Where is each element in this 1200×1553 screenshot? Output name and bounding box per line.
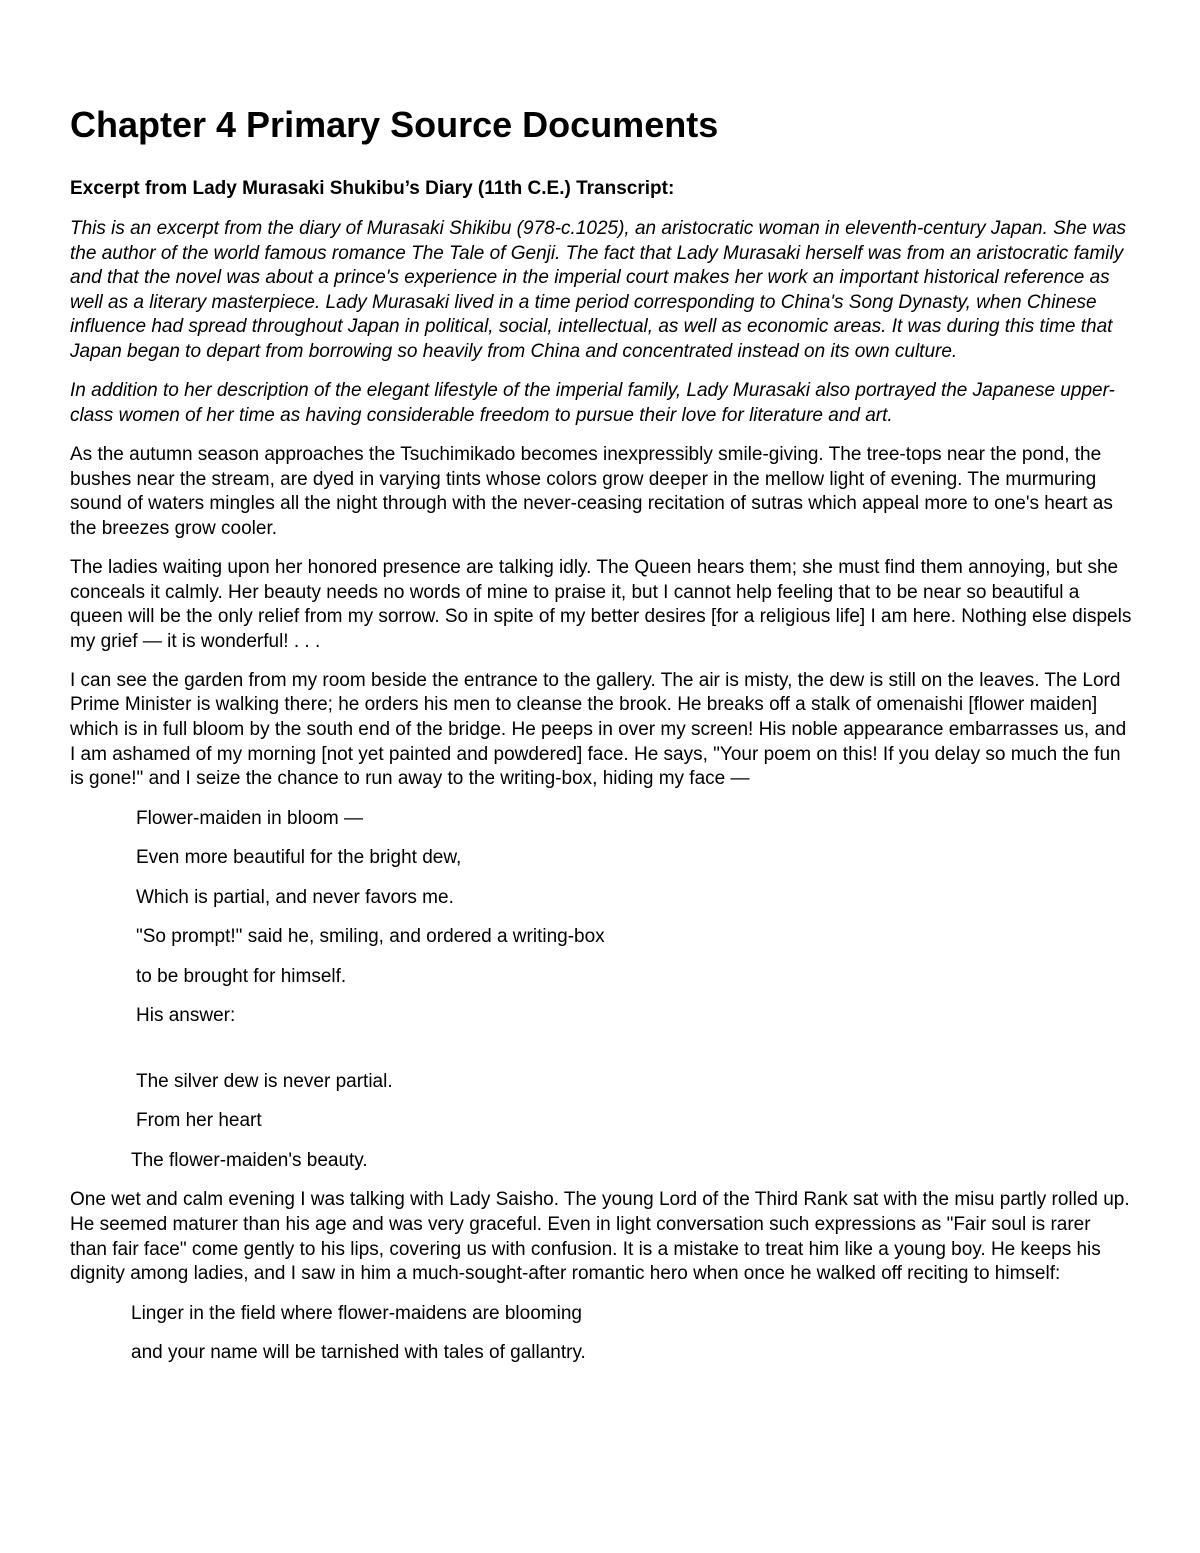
body-paragraph: One wet and calm evening I was talking with Lady Saisho. The young Lord of the Third Rank sat with the misu partly rolled up. He seemed maturer than his age and was very graceful. Even in light conversation such expressions as "Fair soul is rarer than fair face" come gently to his lips, covering us with confusion. It is a mistake to treat him like a young boy. He keeps his dignity among ladies, and I saw in him a much-sought-after romantic hero when once he walked off reciting to himself:: [70, 1189, 1130, 1285]
poem-block: [70, 807, 1132, 1189]
body-paragraph: As the autumn season approaches the Tsuchimikado becomes inexpressibly smile-giving. The tree-tops near the pond, the bushes near the stream, are dyed in varying tints whose colors grow deeper in the mellow light of evening. The murmuring sound of waters mingles all the night through with the never-ceasing recitation of sutras which appeal more to one's heart as the breezes grow cooler.: [70, 443, 1113, 539]
verse-line: Which is partial, and never favors me.: [136, 886, 454, 908]
verse-line: His answer:: [136, 1005, 236, 1027]
poem-block: [70, 1302, 1132, 1381]
verse-line: Even more beautiful for the bright dew,: [136, 847, 462, 869]
verse-line: to be brought for himself.: [136, 965, 347, 987]
verse-line: The silver dew is never partial.: [136, 1070, 393, 1092]
verse-line: Flower-maiden in bloom —: [136, 807, 364, 829]
intro-paragraph: This is an excerpt from the diary of Murasaki Shikibu (978-c.1025), an aristocratic woman in eleventh-century Japan. She was the author of the world famous romance The Tale of Genji. The fact that Lady Murasaki herself was from an aristocratic family and that the novel was about a prince's experience in the imperial court makes her work an important historical reference as well as a literary masterpiece. Lady Murasaki lived in a time period corresponding to China's Song Dynasty, when Chinese influence had spread throughout Japan in political, social, intellectual, as well as economic areas. It was during this time that Japan began to depart from borrowing so heavily from China and concentrated instead on its own culture.: [70, 218, 1127, 362]
verse-line: and your name will be tarnished with tales of gallantry.: [131, 1342, 586, 1364]
excerpt-subtitle: Excerpt from Lady Murasaki Shukibu’s Diary (11th C.E.) Transcript:: [70, 178, 675, 199]
verse-line: From her heart: [136, 1110, 262, 1132]
verse-gap: [70, 1044, 1132, 1070]
body-paragraph: The ladies waiting upon her honored presence are talking idly. The Queen hears them; she must find them annoying, but she conceals it calmly. Her beauty needs no words of mine to praise it, but I cannot help feeling that to be near so beautiful a queen will be the only relief from my sorrow. So in spite of my better desires [for a religious life] I am here. Nothing else dispels my grief — it is wonderful! . . .: [70, 556, 1132, 652]
verse-line: Linger in the field where flower-maidens are blooming: [131, 1302, 582, 1324]
document-body: [70, 217, 1132, 1381]
intro-paragraph: In addition to her description of the elegant lifestyle of the imperial family, Lady Murasaki also portrayed the Japanese upper-class women of her time as having considerable freedom to pursue their love for literature and art.: [70, 380, 1115, 426]
verse-line: "So prompt!" said he, smiling, and ordered a writing-box: [136, 926, 605, 948]
verse-line: The flower-maiden's beauty.: [131, 1149, 368, 1171]
page-title: Chapter 4 Primary Source Documents: [70, 104, 719, 145]
body-paragraph: I can see the garden from my room beside the entrance to the gallery. The air is misty, the dew is still on the leaves. The Lord Prime Minister is walking there; he orders his men to cleanse the brook. He breaks off a stalk of omenaishi [flower maiden] which is in full bloom by the south end of the bridge. He peeps in over my screen! His noble appearance embarrasses us, and I am ashamed of my morning [not yet painted and powdered] face. He says, "Your poem on this! If you delay so much the fun is gone!" and I seize the chance to run away to the writing-box, hiding my face —: [70, 669, 1127, 790]
